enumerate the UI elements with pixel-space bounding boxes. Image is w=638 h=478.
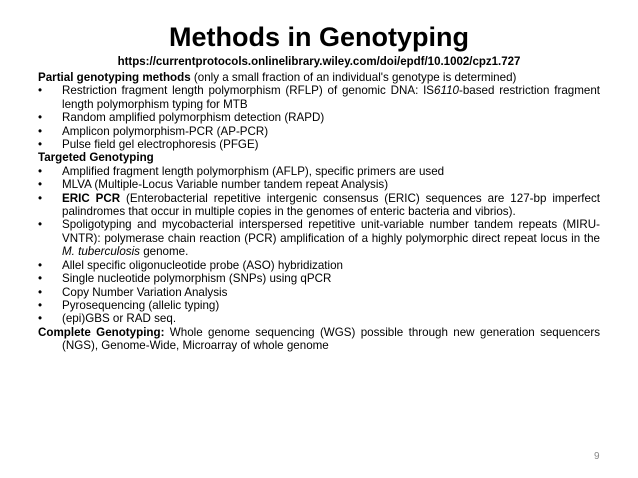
item-text-tail: -based restriction fragment length polymorphism typing for MTB <box>62 84 600 111</box>
item-text: (Enterobacterial repetitive intergenic consensus (ERIC) sequences are 127-bp imperfect palindromes that occur in multiple copies in the genomes of enteric bacteria and vibrios). <box>62 191 600 219</box>
bullet-icon: • <box>38 312 43 326</box>
bullet-icon: • <box>38 111 43 125</box>
page-number: 9 <box>594 451 600 462</box>
item-text: Allel specific oligonucleotide probe (ASO) hybridization <box>62 258 343 272</box>
item-text: Restriction fragment length polymorphism (RFLP) of genomic DNA: IS <box>62 84 435 98</box>
bullet-icon: • <box>38 138 43 152</box>
source-url: https://currentprotocols.onlinelibrary.wiley.com/doi/epdf/10.1002/cpz1.727 <box>117 56 521 68</box>
list-item <box>38 138 600 151</box>
item-text: Pyrosequencing (allelic typing) <box>62 298 220 312</box>
item-text: MLVA (Multiple-Locus Variable number tandem repeat Analysis) <box>62 178 389 192</box>
partial-note: (only a small fraction of an individual's genotype is determined) <box>190 71 517 84</box>
targeted-section <box>38 151 600 164</box>
list-item <box>38 125 600 138</box>
bullet-icon: • <box>38 178 43 192</box>
item-text: Pulse field gel electrophoresis (PFGE) <box>62 138 259 152</box>
list-item <box>38 165 600 178</box>
bullet-icon: • <box>38 285 43 299</box>
bullet-icon: • <box>38 124 43 138</box>
bullet-icon: • <box>38 164 43 178</box>
slide-content <box>38 71 600 353</box>
list-item <box>38 192 600 219</box>
item-text: Copy Number Variation Analysis <box>62 285 228 299</box>
list-item <box>38 286 600 299</box>
item-text-tail: genome. <box>139 245 189 259</box>
partial-heading: Partial genotyping methods <box>38 71 191 84</box>
bullet-icon: • <box>38 191 43 205</box>
bullet-icon: • <box>38 84 43 98</box>
item-text: Random amplified polymorphism detection (RAPD) <box>62 111 325 125</box>
complete-section <box>38 326 600 353</box>
partial-section <box>38 71 600 84</box>
complete-text: Whole genome sequencing (WGS) possible through new generation sequencers (NGS), Genome-Wide, Microarray of whole genome <box>62 325 601 353</box>
bullet-icon: • <box>38 272 43 286</box>
item-italic-text: 6110 <box>434 84 459 98</box>
item-italic-text: M. tuberculosis <box>62 245 140 259</box>
list-item <box>38 218 600 258</box>
slide-title: Methods in Genotyping <box>169 22 469 52</box>
bullet-icon: • <box>38 218 43 232</box>
list-item <box>38 84 600 111</box>
item-text: Single nucleotide polymorphism (SNPs) using qPCR <box>62 272 332 286</box>
complete-heading: Complete Genotyping: <box>38 325 165 339</box>
item-text: Amplicon polymorphism-PCR (AP-PCR) <box>62 124 269 138</box>
list-item <box>38 111 600 124</box>
list-item <box>38 299 600 312</box>
targeted-list <box>38 165 600 326</box>
item-bold-text: ERIC PCR <box>62 191 121 205</box>
bullet-icon: • <box>38 298 43 312</box>
item-text: Amplified fragment length polymorphism (AFLP), specific primers are used <box>62 164 445 178</box>
item-text: Spoligotyping and mycobacterial interspersed repetitive unit-variable number tandem repeats (MIRU-VNTR): polymerase chain reaction (PCR) amplification of a highly polymorphic direct repeat locus in the <box>62 218 600 245</box>
bullet-icon: • <box>38 258 43 272</box>
list-item <box>38 312 600 325</box>
targeted-heading: Targeted Genotyping <box>38 151 154 165</box>
partial-list <box>38 84 600 151</box>
list-item <box>38 178 600 191</box>
list-item <box>38 272 600 285</box>
item-text: (epi)GBS or RAD seq. <box>62 312 177 326</box>
list-item <box>38 259 600 272</box>
